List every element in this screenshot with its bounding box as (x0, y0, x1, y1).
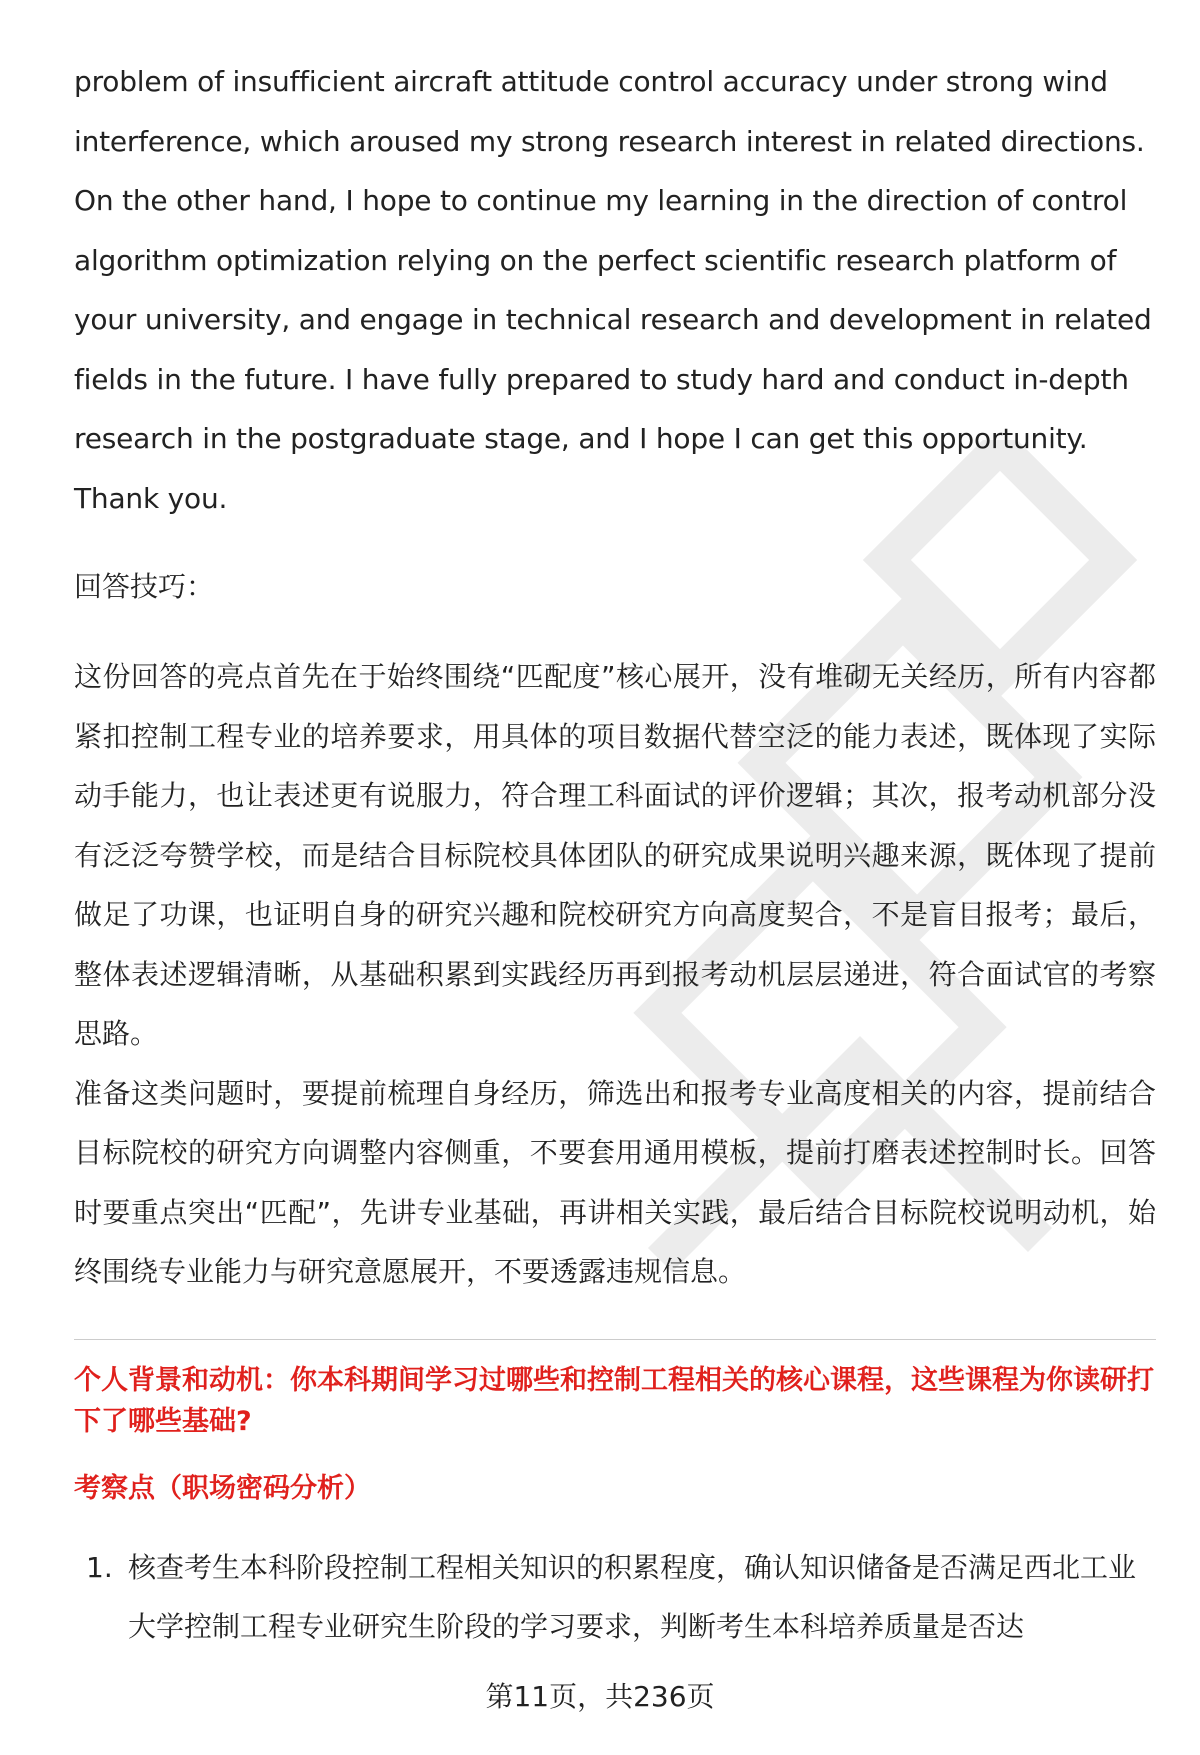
list-item-number: 1. (86, 1550, 113, 1584)
english-paragraph: problem of insufficient aircraft attitude control accuracy under strong wind interference, which aroused my strong research interest in related directions. On the other hand, I hope to continue my learning in the direction of control algorithm optimization relying on the perfect scientific research platform of your university, and engage in technical research and development in related fields in the future. I have fully prepared to study hard and conduct in-depth research in the postgraduate stage, and I hope I can get this opportunity. Thank you. (74, 65, 1152, 515)
exam-point-list (74, 1538, 1156, 1657)
tips-paragraph-1: 这份回答的亮点首先在于始终围绕“匹配度”核心展开，没有堆砌无关经历，所有内容都紧扣控制工程专业的培养要求，用具体的项目数据代替空泛的能力表述，既体现了实际动手能力，也让表述更有说服力，符合理工科面试的评价逻辑；其次，报考动机部分没有泛泛夸赞学校，而是结合目标院校具体团队的研究成果说明兴趣来源，既体现了提前做足了功课，也证明自身的研究兴趣和院校研究方向高度契合，不是盲目报考；最后，整体表述逻辑清晰，从基础积累到实践经历再到报考动机层层递进，符合面试官的考察思路。 (74, 660, 1156, 1050)
exam-point-heading: 考察点（职场密码分析） (74, 1472, 371, 1504)
tips-paragraph-2: 准备这类问题时，要提前梳理自身经历，筛选出和报考专业高度相关的内容，提前结合目标院校的研究方向调整内容侧重，不要套用通用模板，提前打磨表述控制时长。回答时要重点突出“匹配”，先讲专业基础，再讲相关实践，最后结合目标院校说明动机，始终围绕专业能力与研究意愿展开，不要透露违规信息。 (74, 1076, 1156, 1288)
list-item-text: 核查考生本科阶段控制工程相关知识的积累程度，确认知识储备是否满足西北工业大学控制工程专业研究生阶段的学习要求，判断考生本科培养质量是否达 (128, 1550, 1137, 1643)
main-content (74, 52, 1156, 1657)
page-footer: 第11页，共236页 (485, 1680, 715, 1713)
tips-label: 回答技巧： (74, 570, 215, 603)
section-divider (74, 1339, 1156, 1340)
question-heading: 个人背景和动机：你本科期间学习过哪些和控制工程相关的核心课程，这些课程为你读研打下了哪些基础? (74, 1364, 1154, 1437)
list-item (74, 1538, 1156, 1657)
